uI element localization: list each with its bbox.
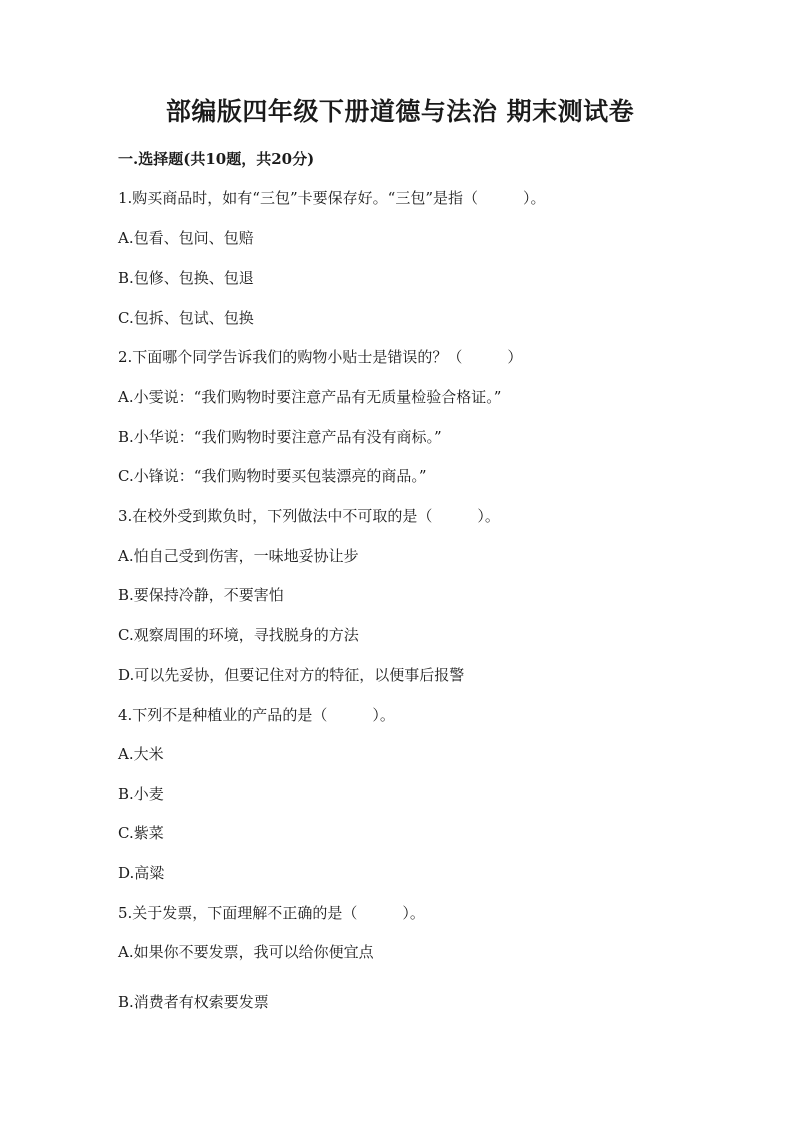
option-1c: C.包拆、包试、包换 xyxy=(118,309,254,327)
option-2c: C.小锋说：“我们购物时要买包装漂亮的商品。” xyxy=(118,467,427,485)
question-2: 2.下面哪个同学告诉我们的购物小贴士是错误的？（ ） xyxy=(118,348,523,366)
option-5a: A.如果你不要发票，我可以给你便宜点 xyxy=(118,943,374,961)
option-1a: A.包看、包问、包赔 xyxy=(118,229,254,247)
question-3: 3.在校外受到欺负时，下列做法中不可取的是（ ）。 xyxy=(118,507,500,525)
exam-title: 部编版四年级下册道德与法治 期末测试卷 xyxy=(165,97,635,126)
option-5b: B.消费者有权索要发票 xyxy=(118,993,269,1011)
option-4d: D.高粱 xyxy=(118,864,165,882)
question-5: 5.关于发票，下面理解不正确的是（ ）。 xyxy=(118,904,425,922)
option-3d: D.可以先妥协，但要记住对方的特征，以便事后报警 xyxy=(118,666,465,684)
option-4c: C.紫菜 xyxy=(118,824,164,842)
question-4: 4.下列不是种植业的产品的是（ ）。 xyxy=(118,706,395,724)
option-3a: A.怕自己受到伤害，一味地妥协让步 xyxy=(118,547,359,565)
question-1: 1.购买商品时，如有“三包”卡要保存好。“三包”是指（ ）。 xyxy=(118,189,546,207)
option-3c: C.观察周围的环境，寻找脱身的方法 xyxy=(118,626,359,644)
option-1b: B.包修、包换、包退 xyxy=(118,269,254,287)
option-4b: B.小麦 xyxy=(118,785,164,803)
option-3b: B.要保持冷静，不要害怕 xyxy=(118,586,284,604)
section-heading: 一.选择题(共10题，共20分) xyxy=(118,150,315,168)
option-2b: B.小华说：“我们购物时要注意产品有没有商标。” xyxy=(118,428,442,446)
option-4a: A.大米 xyxy=(118,745,164,763)
option-2a: A.小雯说：“我们购物时要注意产品有无质量检验合格证。” xyxy=(118,388,502,406)
